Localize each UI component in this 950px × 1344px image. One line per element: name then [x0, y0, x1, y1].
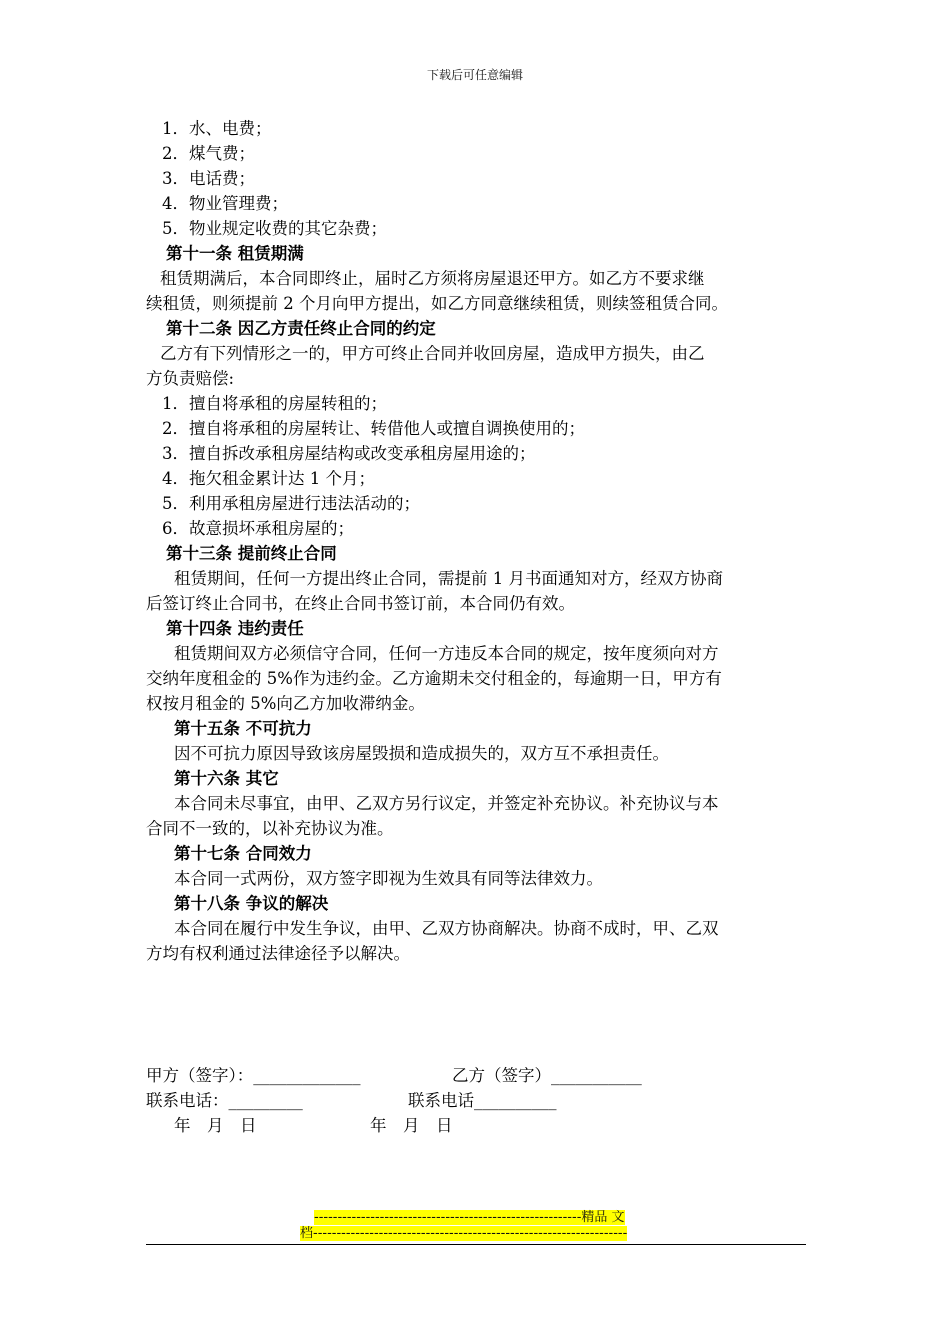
signature-row-date: [174, 1113, 453, 1138]
footer-rule: [146, 1244, 806, 1245]
clause-heading: 第十七条 合同效力: [174, 844, 312, 863]
signature-row-phone: [146, 1088, 557, 1113]
paragraph-line: 后签订终止合同书，在终止合同书签订前，本合同仍有效。: [146, 594, 575, 613]
list-item: 3．电话费；: [162, 169, 255, 188]
clause-heading: 第十八条 争议的解决: [174, 894, 329, 913]
paragraph-line: 合同不一致的，以补充协议为准。: [146, 819, 394, 838]
list-item: 5．利用承租房屋进行违法活动的；: [162, 494, 420, 513]
header-note: 下载后可任意编辑: [426, 68, 523, 82]
list-item: 2．擅自将承租的房屋转让、转借他人或擅自调换使用的；: [162, 419, 585, 438]
list-item: 2．煤气费；: [162, 144, 255, 163]
clause-heading: 第十一条 租赁期满: [166, 244, 304, 263]
paragraph-line: 租赁期满后，本合同即终止，届时乙方须将房屋退还甲方。如乙方不要求继: [160, 269, 705, 288]
footer-line-2: 档-------------------------------------------------------------------: [300, 1226, 628, 1241]
list-item: 5．物业规定收费的其它杂费；: [162, 219, 387, 238]
clause-heading: 第十四条 违约责任: [166, 619, 304, 638]
list-item: 1．擅自将承租的房屋转租的；: [162, 394, 387, 413]
clause-heading: 第十五条 不可抗力: [174, 719, 312, 738]
party-a-phone: 联系电话：_________: [146, 1091, 303, 1110]
paragraph-line: 方均有权利通过法律途径予以解决。: [146, 944, 410, 963]
paragraph-line: 续租赁，则须提前 2 个月向甲方提出，如乙方同意继续租赁，则续签租赁合同。: [146, 294, 728, 313]
list-item: 6．故意损坏承租房屋的；: [162, 519, 354, 538]
paragraph-line: 本合同一式两份，双方签字即视为生效具有同等法律效力。: [174, 869, 603, 888]
signature-row-party: [146, 1063, 642, 1088]
party-b-phone: 联系电话__________: [408, 1091, 557, 1110]
party-b-date: 年 月 日: [370, 1116, 453, 1135]
footer-line-1: ---------------------------------------------------------精品 文: [314, 1210, 625, 1225]
paragraph-line: 权按月租金的 5%向乙方加收滞纳金。: [146, 694, 425, 713]
paragraph-line: 租赁期间，任何一方提出终止合同，需提前 1 月书面通知对方，经双方协商: [174, 569, 723, 588]
party-a-date: 年 月 日: [174, 1116, 257, 1135]
list-item: 1．水、电费；: [162, 119, 272, 138]
paragraph-line: 乙方有下列情形之一的，甲方可终止合同并收回房屋，造成甲方损失，由乙: [160, 344, 705, 363]
paragraph-line: 因不可抗力原因导致该房屋毁损和造成损失的，双方互不承担责任。: [174, 744, 669, 763]
list-item: 3．擅自拆改承租房屋结构或改变承租房屋用途的；: [162, 444, 536, 463]
clause-heading: 第十六条 其它: [174, 769, 279, 788]
list-item: 4．拖欠租金累计达 1 个月；: [162, 469, 375, 488]
clause-heading: 第十二条 因乙方责任终止合同的约定: [166, 319, 436, 338]
party-a-signature: 甲方（签字）：_____________: [146, 1066, 361, 1085]
list-item: 4．物业管理费；: [162, 194, 288, 213]
paragraph-line: 本合同未尽事宜，由甲、乙双方另行议定，并签定补充协议。补充协议与本: [174, 794, 719, 813]
paragraph-line: 方负责赔偿:: [146, 369, 235, 388]
paragraph-line: 本合同在履行中发生争议，由甲、乙双方协商解决。协商不成时，甲、乙双: [174, 919, 719, 938]
contract-body: [146, 116, 812, 966]
clause-heading: 第十三条 提前终止合同: [166, 544, 337, 563]
paragraph-line: 交纳年度租金的 5%作为违约金。乙方逾期未交付租金的，每逾期一日，甲方有: [146, 669, 722, 688]
paragraph-line: 租赁期间双方必须信守合同，任何一方违反本合同的规定，按年度须向对方: [174, 644, 719, 663]
party-b-signature: 乙方（签字）___________: [452, 1066, 642, 1085]
footer-watermark: [300, 1210, 650, 1242]
